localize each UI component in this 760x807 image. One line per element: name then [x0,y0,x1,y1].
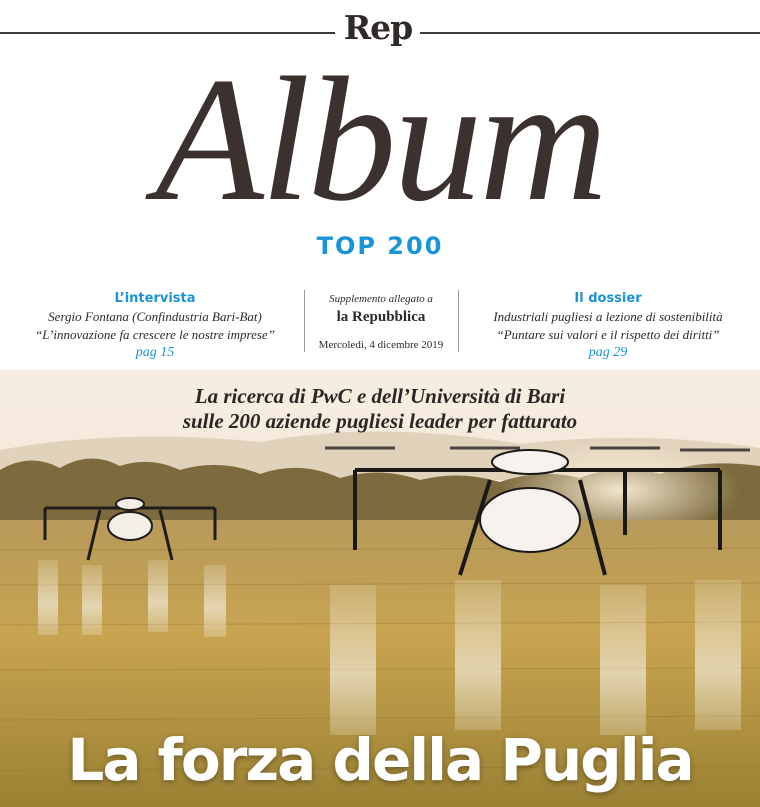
interview-page-link[interactable]: pag 15 [135,345,175,360]
dossier-kicker: Il dossier [574,291,642,306]
interview-kicker: L’intervista [114,291,196,306]
dossier-page-link[interactable]: pag 29 [588,345,628,360]
interview-line2: “L’innovazione fa crescere le nostre imprese” [35,327,275,342]
supplement-label: Supplemento allegato a [329,293,433,305]
cover-subhead-line1: La ricerca di PwC e dell’Università di Bari [194,384,566,408]
masthead-rule-right [420,32,760,34]
rep-logo: Rep [343,8,413,47]
dossier-line1: Industriali pugliesi a lezione di sostenibilità [493,309,723,324]
supplement-info [306,290,456,354]
top200-subtitle: TOP 200 [316,232,444,260]
cover-subhead-line2: sulle 200 aziende pugliesi leader per fatturato [182,409,578,433]
issue-date: Mercoledì, 4 dicembre 2019 [318,339,444,351]
album-title: Album [155,40,605,238]
column-divider [304,290,305,352]
interview-line1: Sergio Fontana (Confindustria Bari-Bat) [48,309,262,324]
masthead-rule-left [0,32,335,34]
dossier-line2: “Puntare sui valori e il rispetto dei diritti” [496,327,720,342]
interview-teaser[interactable] [10,290,300,362]
column-divider [458,290,459,352]
newspaper-name: la Repubblica [336,309,426,325]
dossier-teaser[interactable] [460,290,756,362]
cover-headline: La forza della Puglia [67,726,693,794]
